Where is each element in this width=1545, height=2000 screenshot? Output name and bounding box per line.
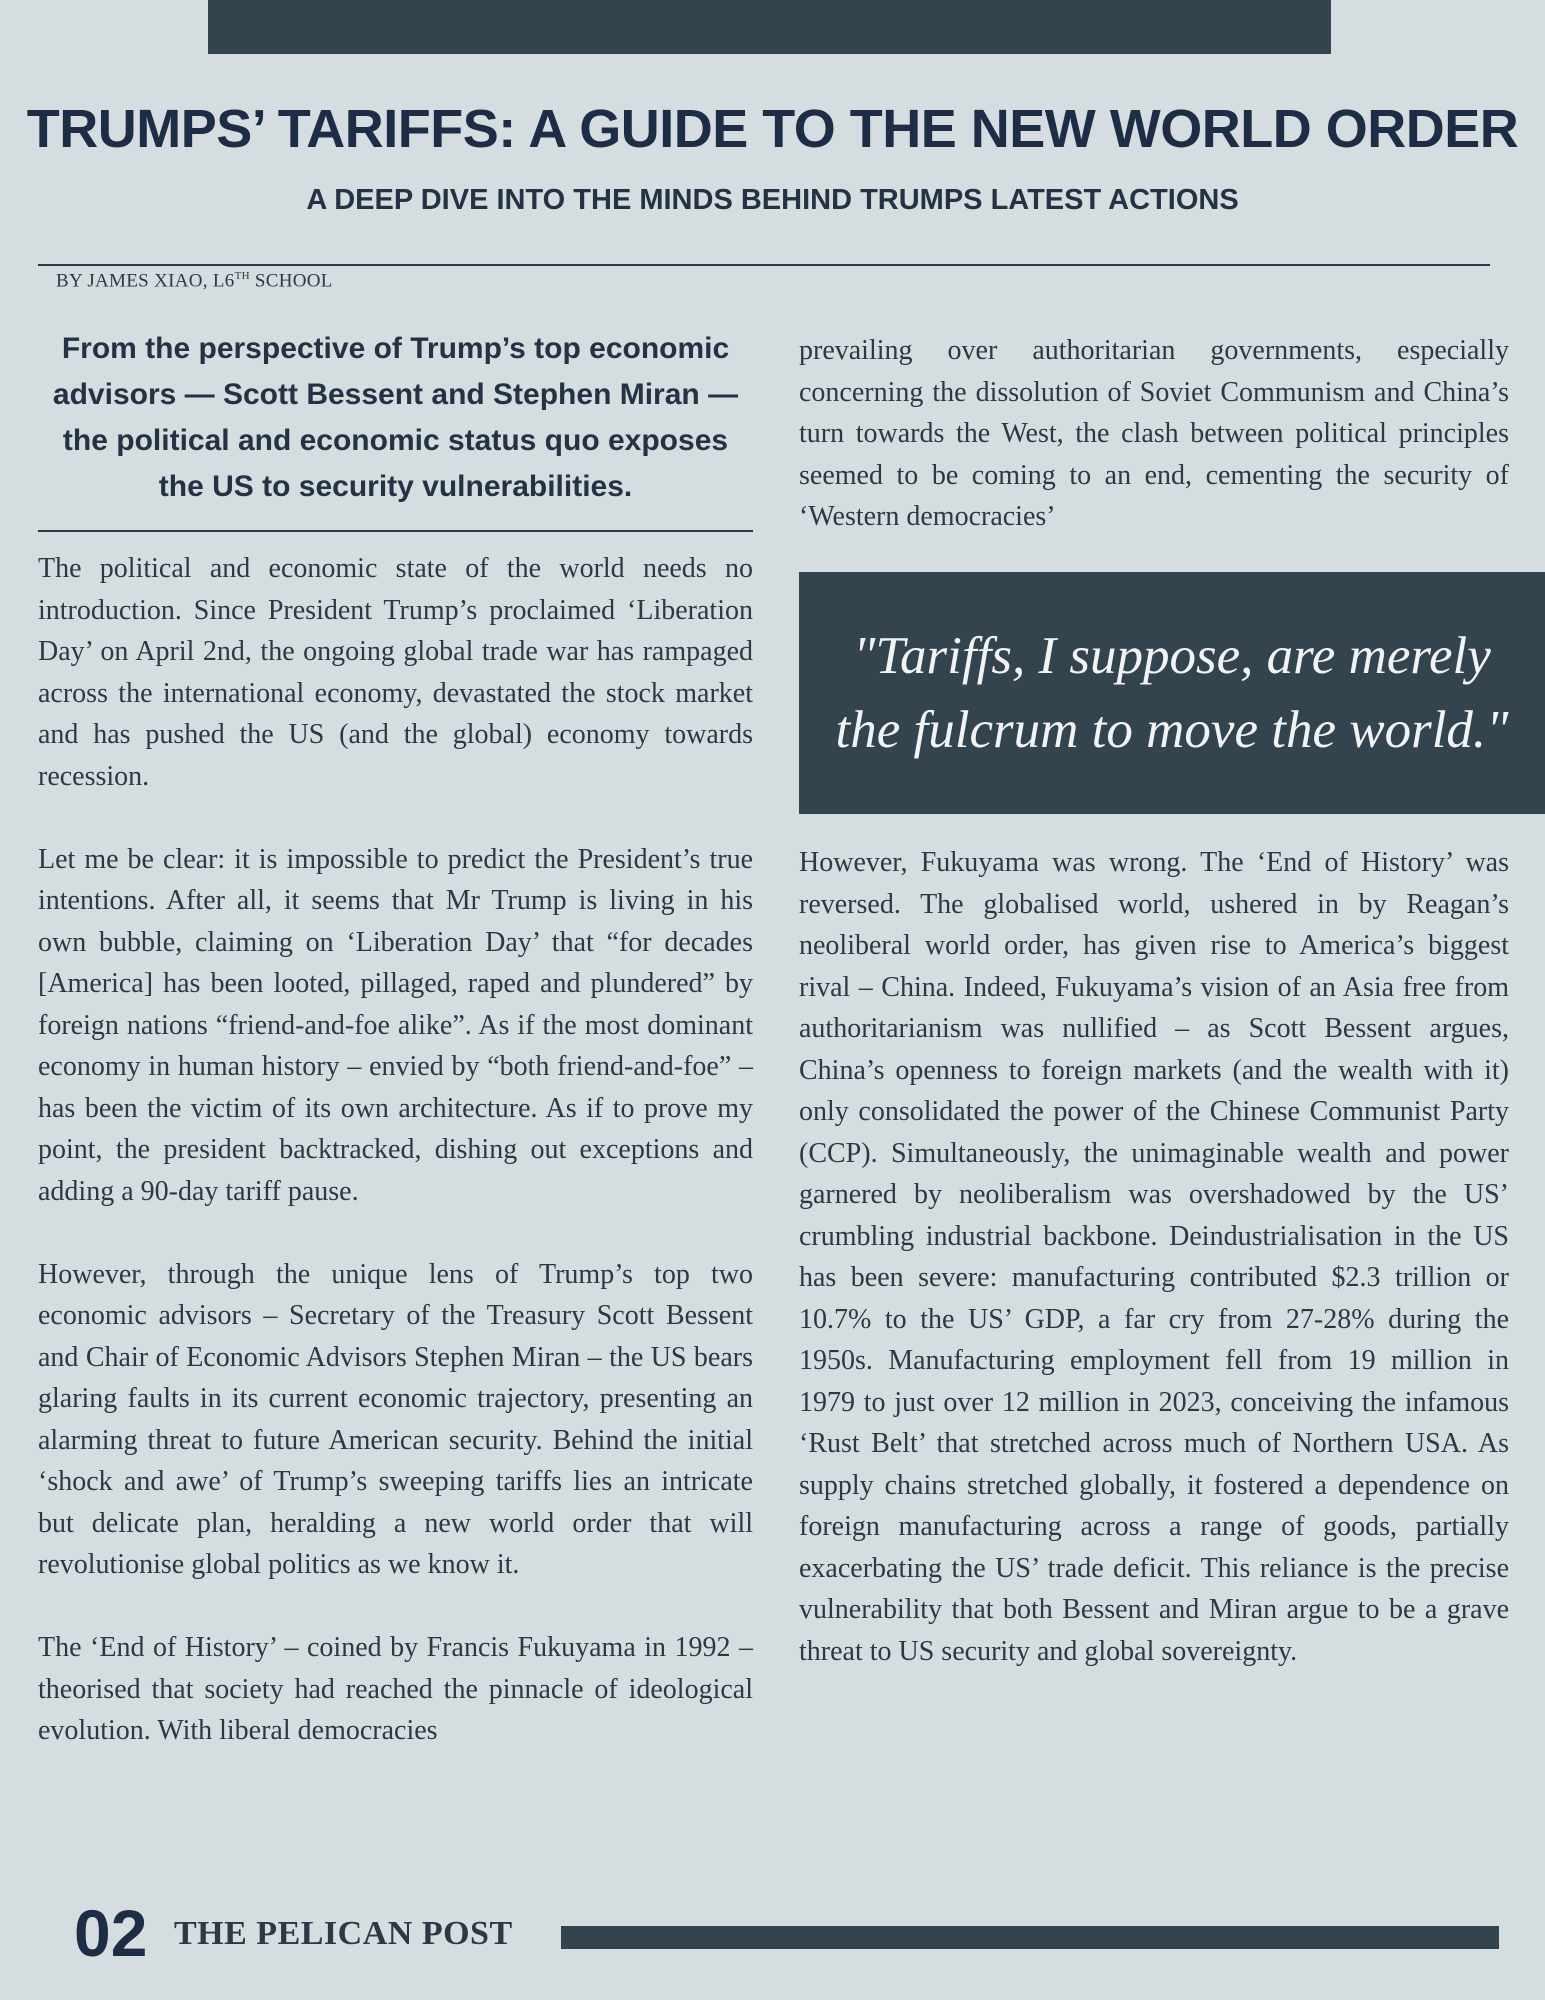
bottom-decorative-bar <box>561 1926 1499 1949</box>
pull-quote-text: "Tariffs, I suppose, are merely the fulcrum to move the world." <box>835 627 1509 759</box>
byline <box>56 270 333 292</box>
body-paragraph: However, Fukuyama was wrong. The ‘End of History’ was reversed. The globalised world, ushered in by Reagan’s neoliberal world order, has given rise to America’s biggest rival – China. Indeed, Fukuyama’s vision of an Asia free from authoritarianism was nullified – as Scott Bessent argues, China’s openness to foreign markets (and the wealth with it) only consolidated the power of the Chinese Communist Party (CCP). Simultaneously, the unimaginable wealth and power garnered by neoliberalism was overshadowed by the US’ crumbling industrial backbone. Deindustrialisation in the US has been severe: manufacturing contributed $2.3 trillion or 10.7% to the US’ GDP, a far cry from 27-28% during the 1950s. Manufacturing employment fell from 19 million in 1979 to just over 12 million in 2023, conceiving the infamous ‘Rust Belt’ that stretched across much of Northern USA. As supply chains stretched globally, it fostered a dependence on foreign manufacturing across a range of goods, partially exacerbating the US’ trade deficit. This reliance is the precise vulnerability that both Bessent and Miran argue to be a grave threat to US security and global sovereignty. <box>799 847 1509 1667</box>
lede-divider <box>38 530 753 532</box>
publication-name: THE PELICAN POST <box>174 1915 513 1952</box>
byline-school: SCHOOL <box>249 270 333 292</box>
pull-quote-box <box>799 572 1545 814</box>
byline-author: BY JAMES XIAO, L6 <box>56 270 235 292</box>
right-column-bottom <box>799 842 1509 1672</box>
page-number: 02 <box>74 1896 148 1970</box>
body-paragraph: Let me be clear: it is impossible to predict the President’s true intentions. After all, it seems that Mr Trump is living in his own bubble, claiming on ‘Liberation Day’ that “for decades [America] has been looted, pillaged, raped and plundered” by foreign nations “friend-and-foe alike”. As if the most dominant economy in human history – envied by “both friend-and-foe” – has been the victim of its own architecture. As if to prove my point, the president backtracked, dishing out exceptions and adding a 90-day tariff pause. <box>38 843 753 1207</box>
lede-paragraph: From the perspective of Trump’s top economic advisors — Scott Bessent and Stephen Miran — the political and economic status quo exposes the US to security vulnerabilities. <box>52 332 739 503</box>
byline-superscript: TH <box>234 270 250 282</box>
right-column-top <box>799 330 1509 538</box>
left-column <box>38 548 753 1752</box>
top-decorative-bar <box>208 0 1331 54</box>
article-headline: TRUMPS’ TARIFFS: A GUIDE TO THE NEW WORLD ORDER <box>26 99 1519 159</box>
article-subheadline: A DEEP DIVE INTO THE MINDS BEHIND TRUMPS LATEST ACTIONS <box>306 184 1239 216</box>
body-paragraph: The political and economic state of the world needs no introduction. Since President Trump’s proclaimed ‘Liberation Day’ on April 2nd, the ongoing global trade war has rampaged across the international economy, devastated the stock market and has pushed the US (and the global) economy towards recession. <box>38 553 753 792</box>
header-divider <box>38 264 1490 266</box>
body-paragraph: prevailing over authoritarian governments, especially concerning the dissolution of Soviet Communism and China’s turn towards the West, the clash between political principles seemed to be coming to an end, cementing the security of ‘Western democracies’ <box>799 335 1509 532</box>
body-paragraph: However, through the unique lens of Trump’s top two economic advisors – Secretary of the Treasury Scott Bessent and Chair of Economic Advisors Stephen Miran – the US bears glaring faults in its current economic trajectory, presenting an alarming threat to future American security. Behind the initial ‘shock and awe’ of Trump’s sweeping tariffs lies an intricate but delicate plan, heralding a new world order that will revolutionise global politics as we know it. <box>38 1258 753 1580</box>
body-paragraph: The ‘End of History’ – coined by Francis Fukuyama in 1992 – theorised that society had reached the pinnacle of ideological evolution. With liberal democracies <box>38 1632 753 1746</box>
